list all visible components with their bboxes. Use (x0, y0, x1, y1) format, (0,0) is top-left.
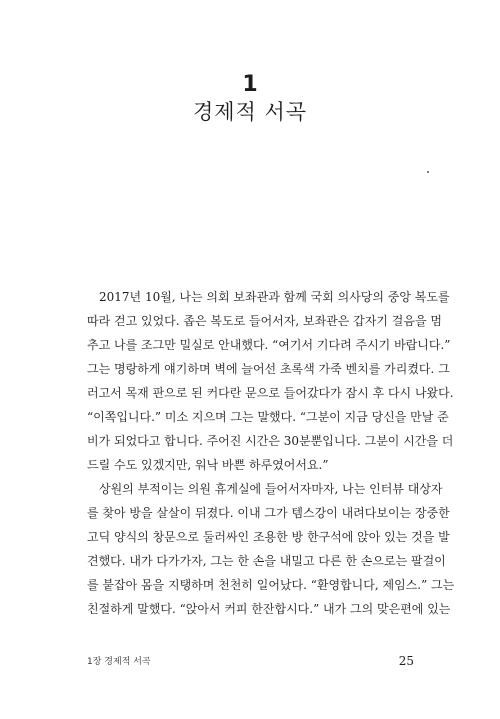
body-line: 를 찾아 방을 살살이 뒤졌다. 이내 그가 템스강이 내려다보이는 장중한 (87, 506, 450, 520)
body-line: “이쪽입니다.” 미소 지으며 그는 말했다. “그분이 지금 당신을 만날 준 (87, 410, 449, 424)
body-line: 추고 나를 조그만 밀실로 안내했다. “여기서 기다려 주시기 바랍니다.” (87, 338, 451, 352)
body-line: 러고서 목재 판으로 된 커다란 문으로 들어갔다가 잠시 후 다시 나왔다. (87, 386, 454, 400)
body-text (87, 285, 455, 621)
body-line: 그는 명랑하게 얘기하며 벽에 늘어선 초록색 가죽 벤치를 가리켰다. 그 (87, 362, 450, 376)
body-line: 견했다. 내가 다가가자, 그는 한 손을 내밀고 다른 한 손으로는 팔걸이 (87, 554, 446, 568)
body-line: 따라 걷고 있었다. 좁은 복도로 들어서자, 보좌관은 갑자기 걸음을 멈 (87, 314, 442, 328)
ink-speck (427, 171, 429, 173)
body-line: 친절하게 말했다. “앉아서 커피 한잔합시다.” 내가 그의 맞은편에 있는 (87, 602, 451, 616)
page-number: 25 (398, 654, 414, 668)
body-line: 비가 되었다고 합니다. 주어진 시간은 30분뿐입니다. 그분이 시간을 더 (87, 434, 454, 448)
body-line: 2017년 10월, 나는 의회 보좌관과 함께 국회 의사당의 중앙 복도를 (99, 290, 450, 304)
body-line: 고딕 양식의 창문으로 둘러싸인 조용한 방 한구석에 앉아 있는 것을 발 (87, 530, 450, 544)
chapter-number: 1 (242, 72, 258, 97)
body-line: 를 붙잡아 몸을 지탱하며 천천히 일어났다. “환영합니다, 제임스.” 그는 (87, 578, 455, 592)
running-head: 1장 경제적 서곡 (87, 657, 151, 667)
chapter-title: 경제적 서곡 (192, 100, 308, 124)
body-line: 상원의 부적이는 의원 휴게실에 들어서자마자, 나는 인터뷰 대상자 (99, 482, 443, 496)
body-line: 드릴 수도 있겠지만, 워낙 바쁜 하루였어서요.” (87, 458, 329, 472)
